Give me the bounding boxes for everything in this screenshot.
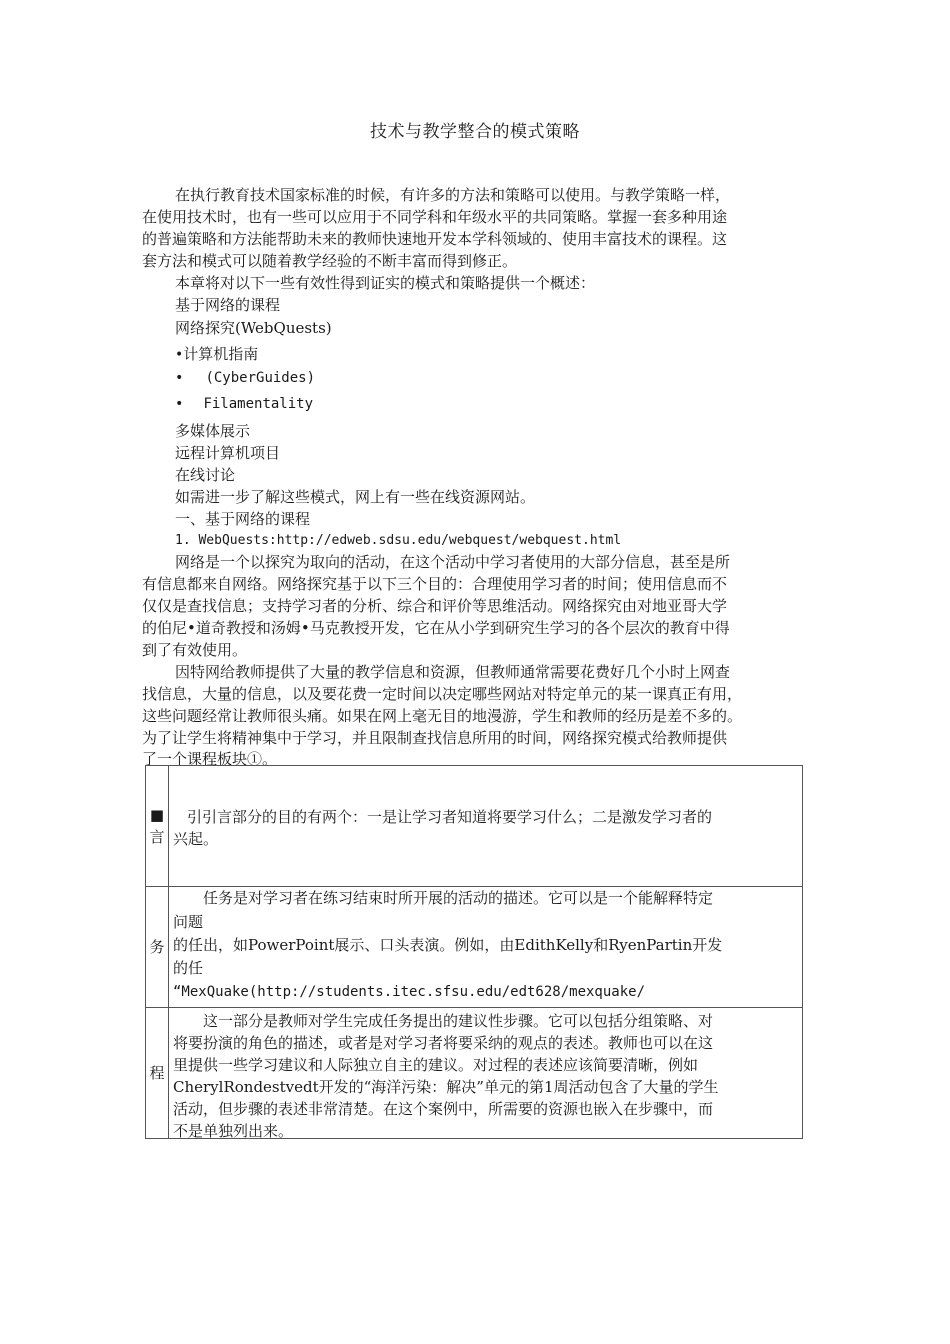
webquest-table [145, 765, 803, 1139]
label-text: 务 [149, 938, 165, 956]
paragraph-line: 仅仅是查找信息；支持学习者的分析、综合和评价等思维活动。网络探究由对地亚哥大学 [142, 597, 728, 615]
label-text: 言 [149, 828, 165, 846]
more-info-text: 如需进一步了解这些模式，网上有一些在线资源网站。 [175, 488, 536, 506]
paragraph-line: 找信息，大量的信息，以及要花费一定时间以决定哪些网站对特定单元的某一课真正有用， [142, 685, 743, 703]
section-heading: 一、基于网络的课程 [175, 510, 311, 528]
list-item: 网络探究(WebQuests) [175, 319, 332, 337]
bullet-item [175, 343, 258, 364]
row-label [146, 887, 169, 1008]
bullet-mark: • [175, 370, 184, 386]
intro-line: 的普遍策略和方法能帮助未来的教师快速地开发本学科领域的、使用丰富技术的课程。这 [142, 230, 728, 248]
table-cell [169, 1008, 803, 1139]
table-cell [169, 887, 803, 1008]
bullet-item [175, 370, 315, 386]
cell-line: 活动，但步骤的表述非常清楚。在这个案例中，所需要的资源也嵌入在步骤中，而 [173, 1100, 714, 1118]
cell-line: 里提供一些学习建议和人际独立自主的建议。对过程的表述应该简要清晰，例如 [173, 1056, 699, 1074]
bullet-text: 计算机指南 [183, 345, 259, 363]
cell-line: CherylRondestvedt开发的“海洋污染：解决”单元的第1周活动包含了大量的学生 [173, 1078, 719, 1096]
webquest-url: 1. WebQuests:http://edweb.sdsu.edu/webquest/webquest.html [175, 533, 622, 548]
table-cell [169, 766, 803, 887]
paragraph-line: 有信息都来自网络。网络探究基于以下三个目的：合理使用学习者的时间；使用信息而不 [142, 575, 728, 593]
list-item: 基于网络的课程 [175, 296, 281, 314]
paragraph-line: 了一个课程板块①。 [142, 750, 278, 768]
cell-line: 将要扮演的角色的描述，或者是对学习者将要采纳的观点的表述。教师也可以在这 [173, 1034, 714, 1052]
bullet-mark: • [175, 396, 184, 412]
cell-line: 引引言部分的目的有两个：一是让学习者知道将要学习什么；二是激发学习者的 [187, 808, 713, 826]
intro-line: 在执行教育技术国家标准的时候，有许多的方法和策略可以使用。与教学策略一样， [175, 186, 731, 204]
list-item: 远程计算机项目 [175, 444, 281, 462]
paragraph-line: 因特网给教师提供了大量的教学信息和资源，但教师通常需要花费好几个小时上网查 [175, 663, 731, 681]
cell-line: 任务是对学习者在练习结束时所开展的活动的描述。它可以是一个能解释特定 [203, 889, 714, 907]
cell-line: 问题 [173, 913, 204, 931]
paragraph-line: 这些问题经常让教师很头痛。如果在网上毫无目的地漫游，学生和教师的经历是差不多的。 [142, 707, 743, 725]
row-label [146, 1008, 169, 1139]
cell-line: 不是单独列出来。 [173, 1122, 294, 1140]
table-row [146, 887, 803, 1008]
cell-line: 的任 [173, 959, 204, 977]
cell-line: “MexQuake(http://students.itec.sfsu.edu/edt628/mexquake/ [173, 984, 646, 1000]
bullet-mark: • [175, 347, 184, 363]
paragraph-line: 为了让学生将精神集中于学习，并且限制查找信息所用的时间，网络探究模式给教师提供 [142, 729, 728, 747]
paragraph-line: 到了有效使用。 [142, 641, 248, 659]
list-item: 在线讨论 [175, 466, 236, 484]
label-mark: ■ [149, 806, 165, 824]
bullet-text: Filamentality [203, 396, 314, 412]
label-text: 程 [149, 1064, 165, 1082]
list-item: 多媒体展示 [175, 422, 251, 440]
row-label [146, 766, 169, 887]
intro-line: 在使用技术时，也有一些可以应用于不同学科和年级水平的共同策略。掌握一套多种用途 [142, 208, 728, 226]
intro-line: 套方法和模式可以随着教学经验的不断丰富而得到修正。 [142, 252, 518, 270]
bullet-item [175, 396, 313, 412]
paragraph-line: 网络是一个以探究为取向的活动，在这个活动中学习者使用的大部分信息，甚至是所 [175, 553, 731, 571]
overview-text: 本章将对以下一些有效性得到证实的模式和策略提供一个概述： [175, 274, 596, 292]
cell-line: 兴起。 [173, 830, 219, 848]
table-row [146, 1008, 803, 1139]
bullet-text: (CyberGuides) [205, 370, 316, 386]
table-row [146, 766, 803, 887]
cell-line: 这一部分是教师对学生完成任务提出的建议性步骤。它可以包括分组策略、对 [203, 1012, 714, 1030]
paragraph-line: 的伯尼•道奇教授和汤姆•马克教授开发，它在从小学到研究生学习的各个层次的教育中得 [142, 619, 730, 637]
page-title: 技术与教学整合的模式策略 [370, 122, 580, 142]
cell-line: 的任出，如PowerPoint展示、口头表演。例如，由EdithKelly和RyenPartin开发 [173, 936, 723, 954]
